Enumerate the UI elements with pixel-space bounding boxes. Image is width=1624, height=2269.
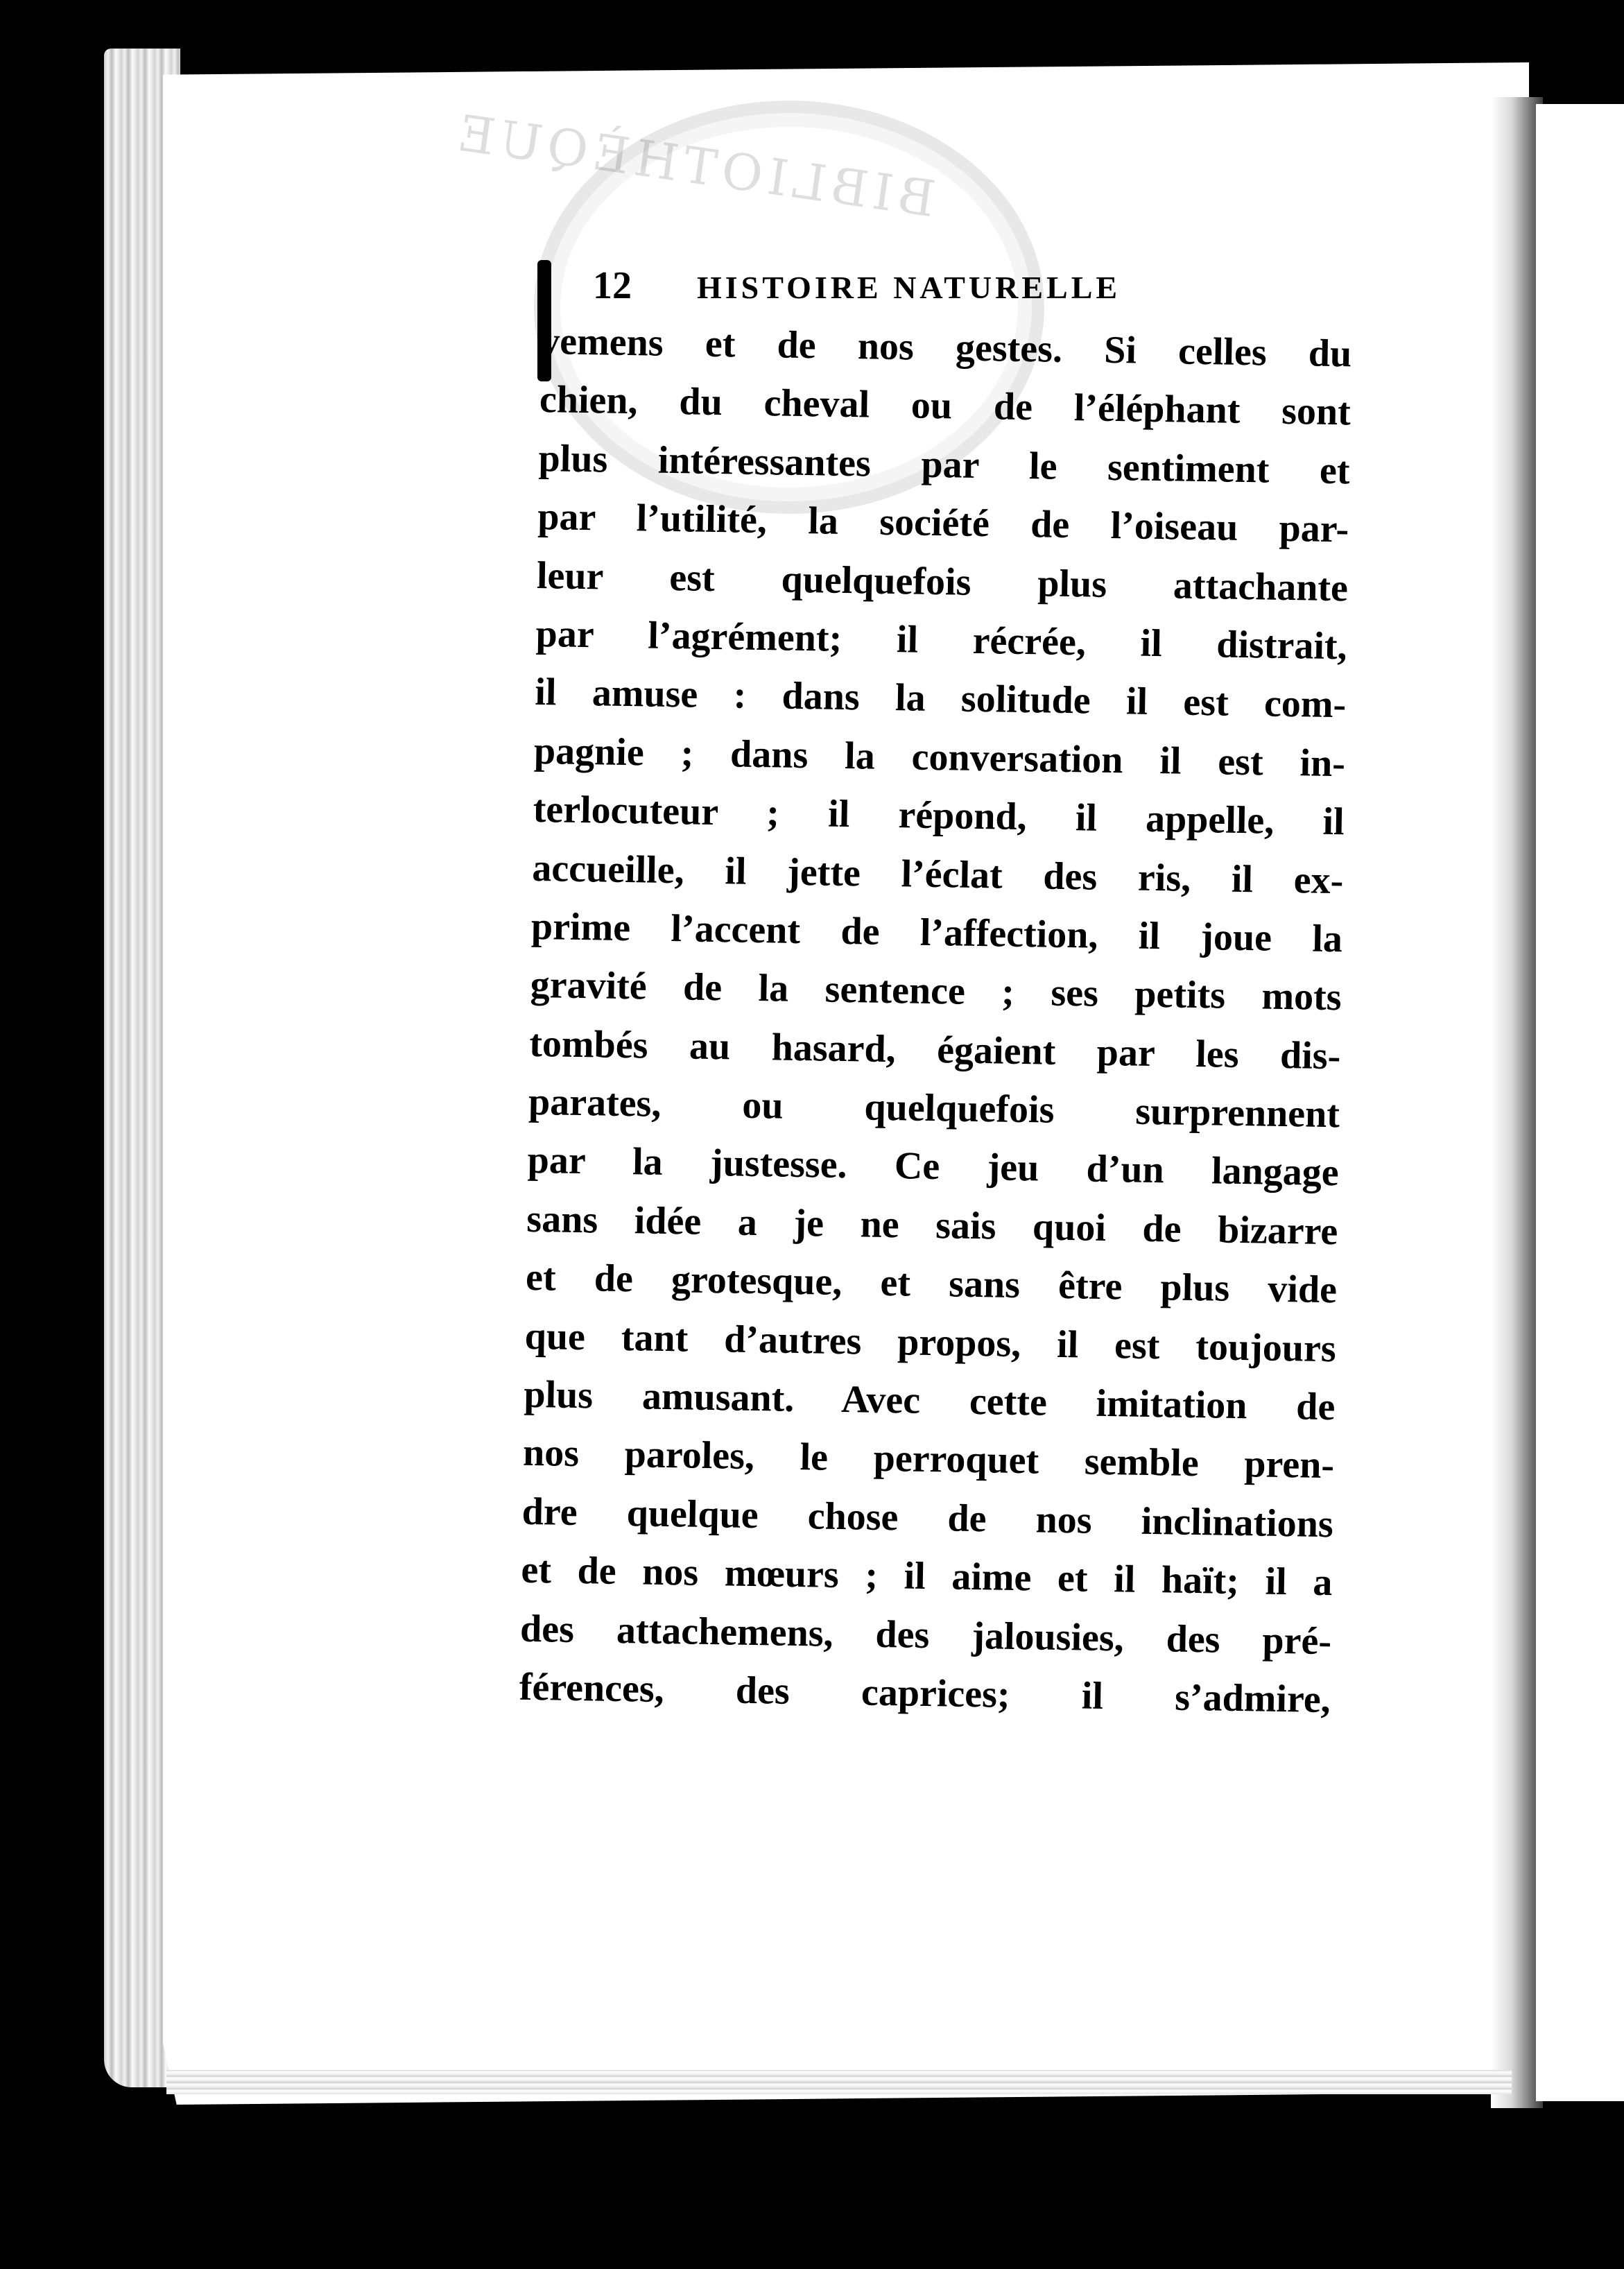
next-page-sliver [1536,104,1624,2101]
text-line: chien, du cheval ou de l’éléphant sont [539,378,1351,434]
running-title: HISTOIRE NATURELLE [697,270,1121,305]
text-line: prime l’accent de l’affection, il joue la [530,904,1343,961]
text-line: plus intéressantes par le sentiment et [538,436,1351,493]
text-line: dre quelque chose de nos inclinations [521,1490,1334,1546]
text-line: terlocuteur ; il répond, il appelle, il [533,788,1345,844]
text-line: nos paroles, le perroquet semble pren- [522,1431,1335,1487]
text-line: accueille, il jette l’éclat des ris, il ex- [531,846,1344,902]
text-line: tombés au hasard, égaient par les dis- [528,1021,1341,1078]
library-stamp-text: BIBLIOTHÈQUE [449,103,939,229]
text-line: sans idée a je ne sais quoi de bizarre [526,1197,1338,1254]
text-line: par la justesse. Ce jeu d’un langage [527,1139,1340,1195]
text-line: parates, ou quelquefois surprennent [528,1080,1340,1137]
text-line: gravité de la sentence ; ses petits mots [530,963,1342,1019]
text-line: par l’agrément; il récrée, il distrait, [535,612,1348,668]
running-header [593,264,1217,308]
text-line: que tant d’autres propos, il est toujours [524,1314,1337,1370]
text-line: pagnie ; dans la conversation il est in- [533,729,1346,786]
text-line: et de grotesque, et sans être plus vide [525,1256,1338,1312]
text-line: et de nos mœurs ; il aime et il haït; il a [521,1548,1333,1605]
text-line: vemens et de nos gestes. Si celles du [539,319,1352,376]
text-line: il amuse : dans la solitude il est com- [534,671,1347,727]
page-number: 12 [593,264,632,307]
page-gutter-shadow [1491,97,1543,2108]
text-line: leur est quelquefois plus attachante [536,553,1349,610]
text-line: férences, des caprices; il s’admire, [519,1665,1331,1722]
text-line: par l’utilité, la société de l’oiseau par- [537,495,1349,551]
text-line: plus amusant. Avec cette imitation de [523,1372,1336,1429]
body-text [519,312,1352,1729]
text-line: des attachemens, des jalousies, des pré- [519,1607,1332,1663]
page-bottom-edge [166,2070,1512,2094]
